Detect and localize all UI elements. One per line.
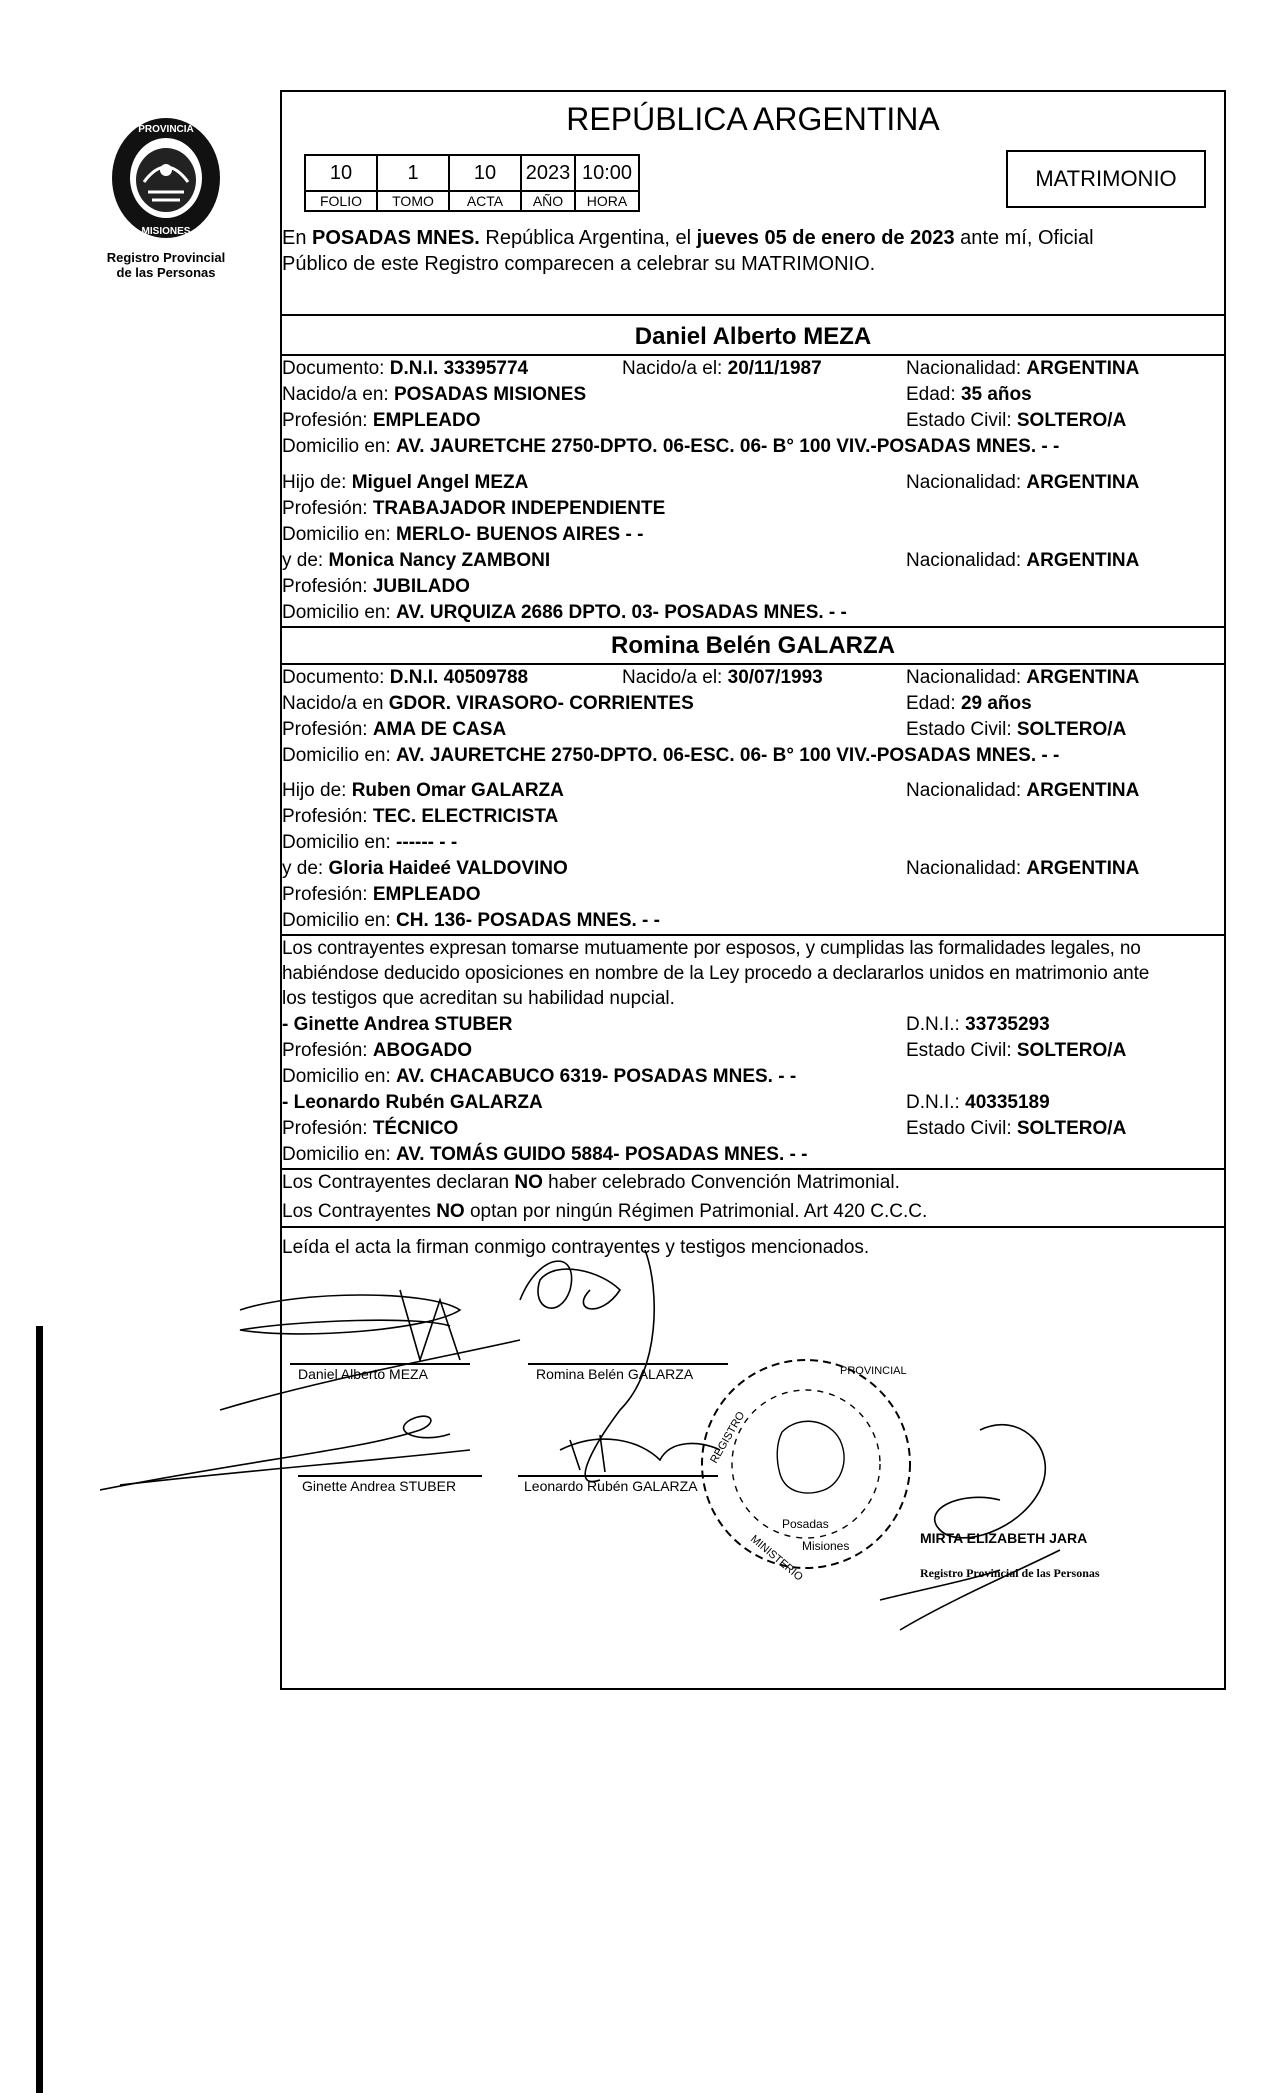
regime-text: Los Contrayentes — [282, 1201, 437, 1222]
field-label: Edad: — [906, 693, 961, 714]
witness1-address — [282, 1065, 796, 1088]
signature-label-spouse2: Romina Belén GALARZA — [536, 1366, 694, 1382]
field-label: Nacionalidad: — [906, 550, 1027, 571]
spouse1-age — [906, 383, 1032, 406]
field-value: Ginette Andrea STUBER — [293, 1014, 513, 1035]
field-label: y de: — [282, 858, 329, 879]
logo-caption-line2: de las Personas — [116, 265, 216, 280]
spouse1-father-profession — [282, 497, 665, 520]
witness2-address — [282, 1143, 807, 1166]
field-label: Nacido/a en: — [282, 384, 394, 405]
field-label: Profesión: — [282, 719, 373, 740]
witness2-name: - Leonardo Rubén GALARZA — [282, 1092, 543, 1113]
folio-label: FOLIO — [305, 191, 377, 211]
hour-value: 10:00 — [575, 155, 639, 191]
spouse2-mother-profession — [282, 883, 481, 906]
spouse2-nationality — [906, 666, 1139, 689]
declaration-line2: habiéndose deducido oposiciones en nombre de la Ley procedo a declararlos unidos en matrimonio ante — [282, 963, 1150, 984]
field-value: POSADAS MISIONES — [393, 384, 587, 405]
field-label: Profesión: — [282, 576, 373, 597]
spouse1-father — [282, 471, 528, 494]
field-value: GDOR. VIRASORO- CORRIENTES — [388, 693, 694, 714]
witness2-dni — [906, 1091, 1050, 1114]
spouse2-father-nationality — [906, 779, 1139, 802]
logo-caption-line1: Registro Provincial — [106, 250, 226, 265]
spouse1-profession — [282, 409, 481, 432]
intro-text: En — [282, 227, 313, 249]
field-value: 33735293 — [965, 1014, 1050, 1035]
field-value: JUBILADO — [372, 576, 470, 597]
officer-title: Registro Provincial de las Personas — [920, 1566, 1100, 1580]
field-label: Nacido/a el: — [622, 667, 728, 688]
hour-label: HORA — [575, 191, 639, 211]
field-value: 40335189 — [965, 1092, 1050, 1113]
field-label: Domicilio en: — [282, 602, 397, 623]
spouse1-father-address — [282, 523, 643, 546]
regime-no: NO — [436, 1201, 465, 1222]
declaration-line1: Los contrayentes expresan tomarse mutuamente por esposos, y cumplidas las formalidades legales, no — [282, 938, 1141, 959]
svg-text:MISIONES: MISIONES — [141, 226, 191, 237]
svg-text:MINISTERIO: MINISTERIO — [748, 1533, 805, 1584]
spouse2-mother-address — [282, 909, 660, 932]
witness1-profession — [282, 1039, 472, 1062]
field-label: y de: — [282, 550, 329, 571]
field-value: 35 años — [960, 384, 1032, 405]
field-value: ARGENTINA — [1026, 358, 1140, 379]
field-label: Nacido/a en — [282, 693, 389, 714]
svg-text:Misiones: Misiones — [802, 1539, 850, 1553]
field-label: Estado Civil: — [906, 1118, 1017, 1139]
act-type-box: MATRIMONIO — [1006, 150, 1206, 208]
field-value: ARGENTINA — [1026, 472, 1140, 493]
field-value: ABOGADO — [372, 1040, 473, 1061]
field-label: D.N.I.: — [906, 1092, 966, 1113]
field-value: SOLTERO/A — [1016, 719, 1127, 740]
field-value: D.N.I. 40509788 — [389, 667, 529, 688]
field-value: Ruben Omar GALARZA — [351, 780, 564, 801]
regime-text: Los Contrayentes declaran — [282, 1172, 515, 1193]
spouse1-mother-nationality — [906, 549, 1139, 572]
acta-value: 10 — [449, 155, 521, 191]
spouse2-name: Romina Belén GALARZA — [610, 632, 895, 659]
intro-date: jueves 05 de enero de 2023 — [696, 227, 955, 249]
intro-line1 — [282, 226, 1226, 250]
year-value: 2023 — [521, 155, 575, 191]
field-value: Leonardo Rubén GALARZA — [293, 1092, 543, 1113]
regime-line2 — [282, 1200, 927, 1223]
spouse1-document — [282, 357, 528, 380]
witness1-dni — [906, 1013, 1050, 1036]
scan-edge-bar — [36, 1326, 43, 2093]
field-value: ARGENTINA — [1026, 858, 1140, 879]
field-value: SOLTERO/A — [1016, 410, 1127, 431]
spouse2-father-address — [282, 831, 457, 854]
field-value: Gloria Haideé VALDOVINO — [328, 858, 568, 879]
field-label: Nacionalidad: — [906, 780, 1027, 801]
folio-value: 10 — [305, 155, 377, 191]
spouse2-born-on — [622, 666, 823, 689]
field-value: Monica Nancy ZAMBONI — [328, 550, 551, 571]
official-stamp-icon — [690, 1344, 922, 1584]
field-label: Estado Civil: — [906, 410, 1017, 431]
tomo-value: 1 — [377, 155, 449, 191]
field-value: D.N.I. 33395774 — [389, 358, 529, 379]
witness2-civil-status — [906, 1117, 1126, 1140]
field-label: Estado Civil: — [906, 1040, 1017, 1061]
intro-city: POSADAS MNES. — [312, 227, 480, 249]
field-label: Estado Civil: — [906, 719, 1017, 740]
field-value: 20/11/1987 — [727, 358, 822, 379]
field-label: Hijo de: — [282, 472, 352, 493]
svg-text:PROVINCIAL: PROVINCIAL — [840, 1365, 907, 1377]
spouse2-profession — [282, 718, 506, 741]
acta-label: ACTA — [449, 191, 521, 211]
spouse1-mother-profession — [282, 575, 470, 598]
spouse2-civil-status — [906, 718, 1126, 741]
signature-label-witness1: Ginette Andrea STUBER — [302, 1478, 457, 1494]
field-label: Edad: — [906, 384, 961, 405]
field-label: Domicilio en: — [282, 910, 397, 931]
field-label: Profesión: — [282, 498, 373, 519]
page-title: REPÚBLICA ARGENTINA — [566, 101, 940, 137]
field-label: Domicilio en: — [282, 832, 397, 853]
regime-text: optan por ningún Régimen Patrimonial. Art 420 C.C.C. — [464, 1201, 928, 1222]
field-label: Domicilio en: — [282, 1144, 397, 1165]
handwritten-signatures-icon — [100, 1250, 1140, 1670]
field-value: TÉCNICO — [372, 1118, 459, 1139]
field-label: Profesión: — [282, 1040, 373, 1061]
field-value: EMPLEADO — [372, 410, 481, 431]
spouse2-born-in — [282, 692, 694, 715]
field-label: Nacionalidad: — [906, 667, 1027, 688]
field-value: AV. JAURETCHE 2750-DPTO. 06-ESC. 06- B° 100 VIV.-POSADAS MNES. - - — [396, 745, 1060, 766]
field-value: SOLTERO/A — [1016, 1040, 1127, 1061]
witness1-civil-status — [906, 1039, 1126, 1062]
witness2-profession — [282, 1117, 458, 1140]
field-value: EMPLEADO — [372, 884, 481, 905]
svg-text:REGISTRO: REGISTRO — [708, 1409, 748, 1466]
spouse1-born-on — [622, 357, 822, 380]
tomo-label: TOMO — [377, 191, 449, 211]
signature-label-witness2: Leonardo Rubén GALARZA — [524, 1478, 698, 1494]
spouse2-father — [282, 779, 564, 802]
field-label: Profesión: — [282, 1118, 373, 1139]
field-label: Profesión: — [282, 410, 373, 431]
field-value: AV. TOMÁS GUIDO 5884- POSADAS MNES. - - — [396, 1144, 808, 1165]
intro-text: República Argentina, el — [479, 227, 697, 249]
registry-table — [304, 154, 640, 212]
svg-text:PROVINCIA: PROVINCIA — [138, 124, 194, 135]
field-value: SOLTERO/A — [1016, 1118, 1127, 1139]
field-label: Documento: — [282, 358, 390, 379]
spouse1-civil-status — [906, 409, 1126, 432]
field-label: Nacionalidad: — [906, 472, 1027, 493]
field-label: Domicilio en: — [282, 745, 397, 766]
signature-label-spouse1: Daniel Alberto MEZA — [298, 1366, 428, 1382]
spouse2-mother — [282, 857, 568, 880]
closing-statement: Leída el acta la firman conmigo contrayentes y testigos mencionados. — [282, 1237, 870, 1258]
spouse1-address — [282, 435, 1059, 458]
svg-text:Posadas: Posadas — [782, 1517, 829, 1531]
field-value: 29 años — [960, 693, 1032, 714]
spouse1-name: Daniel Alberto MEZA — [634, 323, 872, 350]
spouse2-document — [282, 666, 528, 689]
field-label: Domicilio en: — [282, 436, 397, 457]
field-value: Miguel Angel MEZA — [351, 472, 529, 493]
field-label: D.N.I.: — [906, 1014, 966, 1035]
spouse1-mother — [282, 549, 550, 572]
regime-line1 — [282, 1171, 900, 1194]
spouse1-nationality — [906, 357, 1139, 380]
field-label: Nacionalidad: — [906, 858, 1027, 879]
field-value: AV. JAURETCHE 2750-DPTO. 06-ESC. 06- B° 100 VIV.-POSADAS MNES. - - — [396, 436, 1060, 457]
intro-text: ante mí, Oficial — [954, 227, 1094, 249]
regime-no: NO — [514, 1172, 543, 1193]
declaration-line3: los testigos que acreditan su habilidad nupcial. — [282, 988, 675, 1009]
field-value: 30/07/1993 — [727, 667, 823, 688]
spouse1-father-nationality — [906, 471, 1139, 494]
field-label: Profesión: — [282, 884, 373, 905]
registry-logo — [104, 112, 228, 244]
field-value: TRABAJADOR INDEPENDIENTE — [372, 498, 666, 519]
spouse2-mother-nationality — [906, 857, 1139, 880]
field-value: CH. 136- POSADAS MNES. - - — [396, 910, 660, 931]
year-label: AÑO — [521, 191, 575, 211]
regime-text: haber celebrado Convención Matrimonial. — [542, 1172, 900, 1193]
field-value: ARGENTINA — [1026, 780, 1140, 801]
field-label: Hijo de: — [282, 780, 352, 801]
officer-name: MIRTA ELIZABETH JARA — [920, 1530, 1088, 1546]
field-label: Documento: — [282, 667, 390, 688]
spouse1-born-in — [282, 383, 586, 406]
field-value: TEC. ELECTRICISTA — [372, 806, 559, 827]
field-label: Nacionalidad: — [906, 358, 1027, 379]
spouse1-mother-address — [282, 601, 847, 624]
field-value: ARGENTINA — [1026, 667, 1140, 688]
field-label: Domicilio en: — [282, 524, 397, 545]
spouse2-father-profession — [282, 805, 558, 828]
field-value: AV. URQUIZA 2686 DPTO. 03- POSADAS MNES. - - — [396, 602, 847, 623]
field-value: AV. CHACABUCO 6319- POSADAS MNES. - - — [396, 1066, 797, 1087]
witness1-name: - Ginette Andrea STUBER — [282, 1014, 513, 1035]
field-value: MERLO- BUENOS AIRES - - — [396, 524, 644, 545]
field-label: Profesión: — [282, 806, 373, 827]
field-value: AMA DE CASA — [372, 719, 507, 740]
provincial-seal-icon — [104, 112, 228, 244]
field-label: Nacido/a el: — [622, 358, 728, 379]
field-value: ------ - - — [396, 832, 458, 853]
field-label: Domicilio en: — [282, 1066, 397, 1087]
field-value: ARGENTINA — [1026, 550, 1140, 571]
spouse2-address — [282, 744, 1059, 767]
spouse2-age — [906, 692, 1032, 715]
intro-line2: Público de este Registro comparecen a celebrar su MATRIMONIO. — [282, 253, 876, 275]
